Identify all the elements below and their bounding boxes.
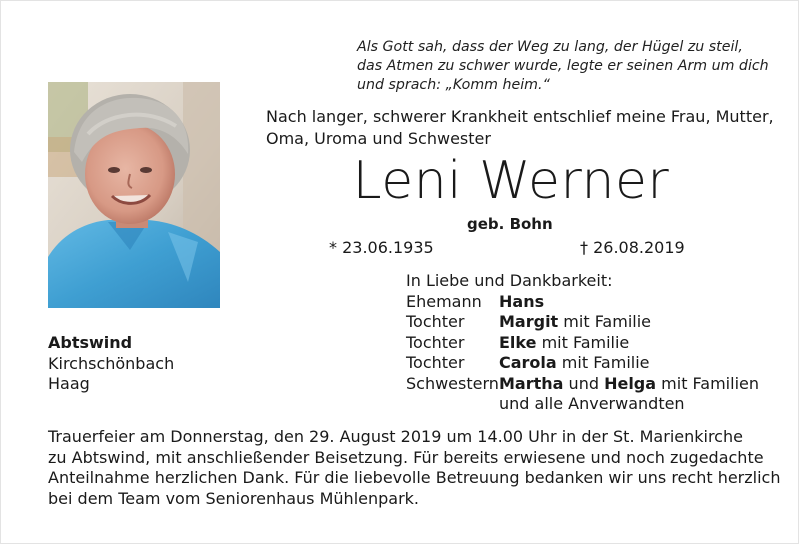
places-list — [48, 333, 174, 395]
family-row — [406, 333, 759, 354]
relation-spacer — [406, 394, 499, 415]
relation-label: Tochter — [406, 353, 465, 372]
notice-line: Trauerfeier am Donnerstag, den 29. August 2019 um 14.00 Uhr in der St. Marienkirche — [48, 427, 743, 446]
family-row — [406, 292, 759, 313]
relative-name: Helga — [604, 373, 657, 393]
relative-suffix: mit Familie — [561, 353, 650, 372]
family-row — [406, 374, 759, 395]
intro-line: Nach langer, schwerer Krankheit entschlief meine Frau, Mutter, — [266, 107, 774, 126]
birth-date: * 23.06.1935 — [329, 238, 434, 257]
family-row — [406, 353, 759, 374]
relative-name: Martha — [499, 373, 564, 393]
relative-suffix: mit Familie — [541, 332, 630, 352]
place-main: Abtswind — [48, 333, 133, 352]
place-item: Kirchschönbach — [48, 353, 175, 373]
quote-line: Als Gott sah, dass der Weg zu lang, der Hügel zu steil, — [357, 39, 743, 55]
family-heading: In Liebe und Dankbarkeit: — [406, 271, 613, 290]
notice-line: zu Abtswind, mit anschließender Beisetzung. Für bereits erwiesene und noch zugedachte — [48, 447, 764, 467]
death-date: † 26.08.2019 — [580, 238, 685, 257]
family-closing: und alle Anverwandten — [499, 394, 685, 413]
place-item: Haag — [48, 374, 90, 393]
family-row — [406, 394, 759, 415]
relative-name: Elke — [499, 332, 537, 352]
quote-line: und sprach: „Komm heim.“ — [357, 77, 550, 93]
maiden-name: geb. Bohn — [467, 215, 553, 233]
memorial-quote — [357, 38, 787, 95]
relation-label: Tochter — [406, 332, 465, 352]
relative-name: Carola — [499, 353, 557, 372]
relative-name: Margit — [499, 312, 559, 331]
relative-name: Hans — [499, 291, 545, 311]
family-row — [406, 312, 759, 333]
service-notice — [48, 427, 781, 509]
relation-label: Schwestern — [406, 373, 499, 393]
intro-line: Oma, Uroma und Schwester — [266, 129, 491, 148]
portrait-photo — [48, 82, 220, 308]
relative-suffix: mit Familien — [661, 373, 759, 393]
notice-line: Anteilnahme herzlichen Dank. Für die liebevolle Betreuung bedanken wir uns recht herzlich — [48, 468, 781, 487]
relative-suffix: mit Familie — [563, 312, 651, 331]
relative-connector: und — [568, 373, 599, 393]
relation-label: Tochter — [406, 312, 465, 331]
deceased-name: Leni Werner — [352, 151, 670, 211]
family-list — [406, 271, 759, 415]
notice-line: bei dem Team vom Seniorenhaus Mühlenpark. — [48, 488, 420, 508]
intro-text — [266, 106, 774, 150]
relation-label: Ehemann — [406, 291, 482, 311]
quote-line: das Atmen zu schwer wurde, legte er seinen Arm um dich — [357, 58, 769, 74]
